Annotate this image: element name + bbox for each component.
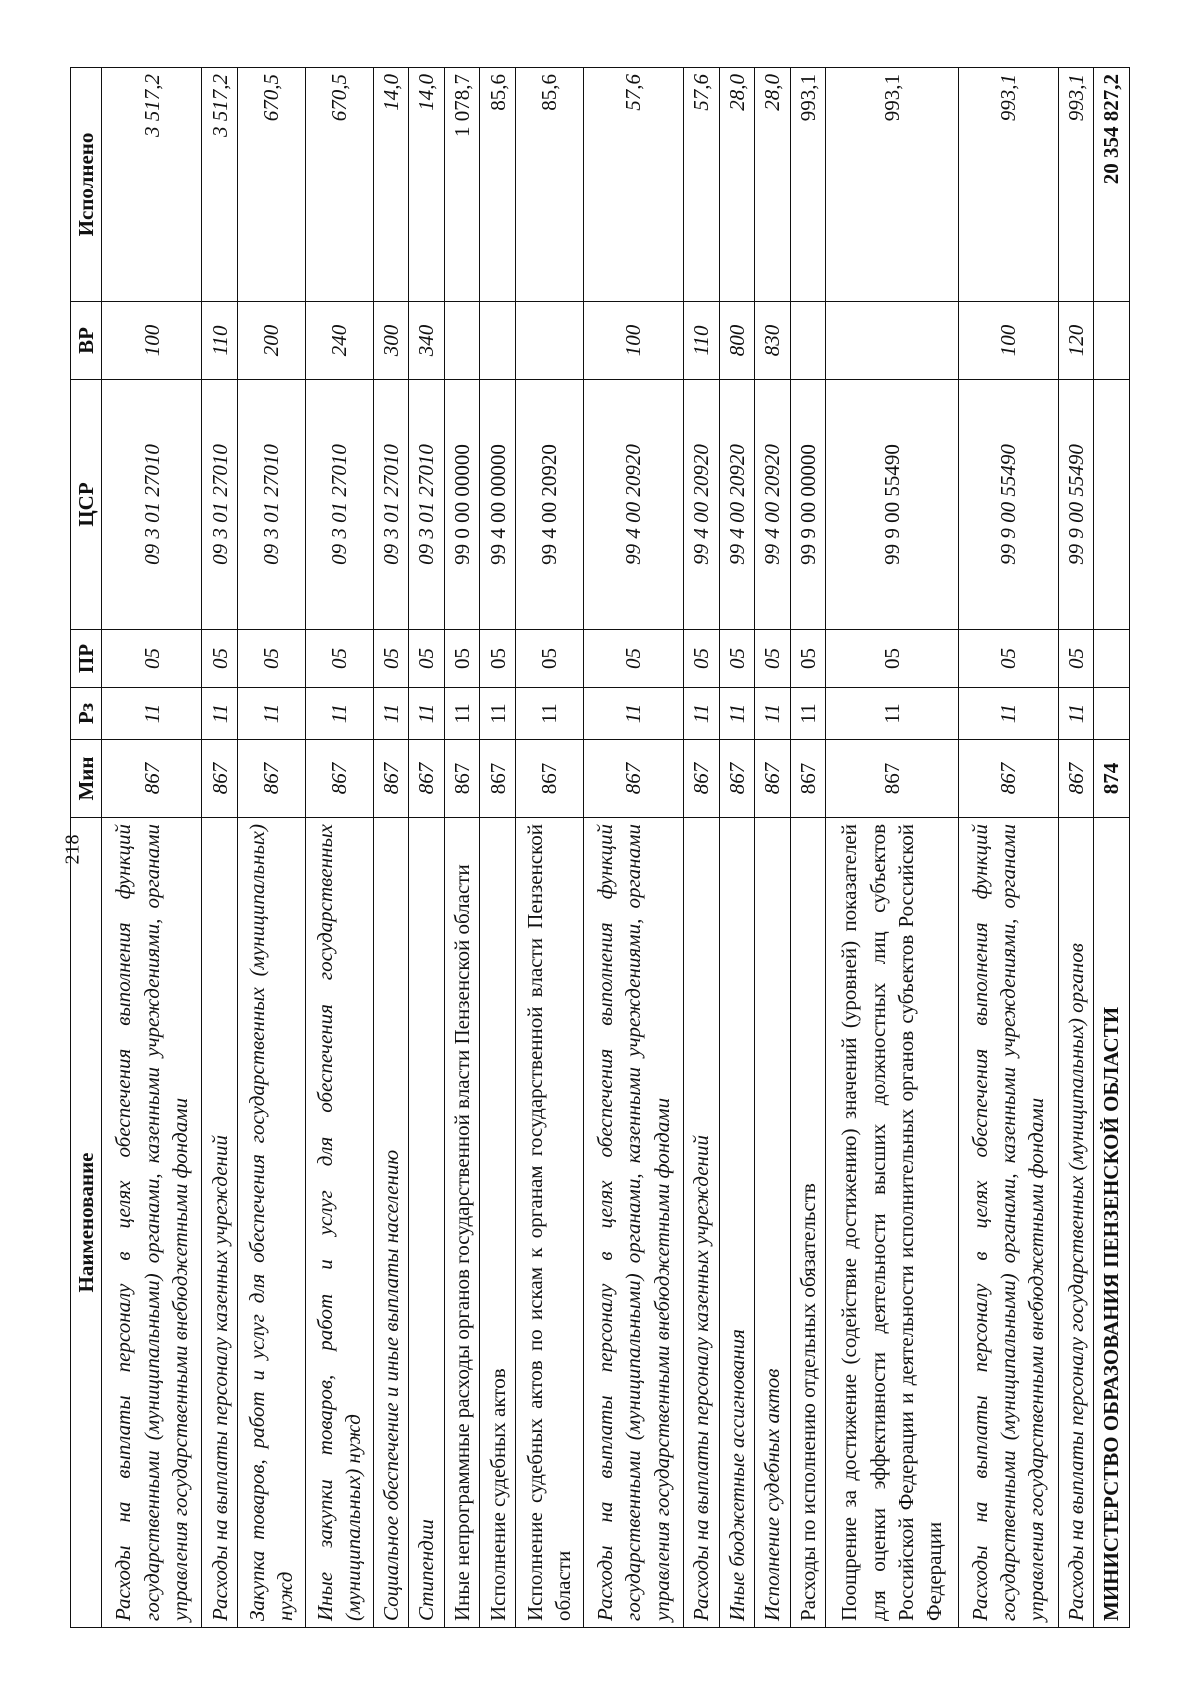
cell-pr: 05 <box>480 630 516 688</box>
cell-min: 867 <box>237 740 305 818</box>
cell-csr: 99 9 00 55490 <box>958 380 1058 630</box>
table-row <box>1094 68 1130 1628</box>
cell-pr: 05 <box>1058 630 1094 688</box>
cell-pr: 05 <box>444 630 480 688</box>
table-row <box>480 68 516 1628</box>
cell-name: Иные непрограммные расходы органов государственной власти Пензенской области <box>444 818 480 1628</box>
cell-pr: 05 <box>790 630 826 688</box>
cell-rz: 11 <box>683 688 719 740</box>
cell-csr: 09 3 01 27010 <box>237 380 305 630</box>
table-body <box>102 68 1130 1628</box>
cell-csr: 09 3 01 27010 <box>373 380 409 630</box>
cell-min: 867 <box>719 740 755 818</box>
table-row <box>958 68 1058 1628</box>
cell-amount: 28,0 <box>755 68 791 302</box>
cell-name: Стипендии <box>409 818 445 1628</box>
cell-amount: 3 517,2 <box>102 68 202 302</box>
cell-min: 867 <box>305 740 373 818</box>
cell-vr <box>516 302 584 380</box>
cell-name: Расходы на выплаты персоналу в целях обеспечения выполнения функций государственными (муниципальными) органами, казенными учреждениями, органами управления государственными внебюджетными фондами <box>583 818 683 1628</box>
cell-vr <box>826 302 958 380</box>
cell-pr: 05 <box>719 630 755 688</box>
table-row <box>237 68 305 1628</box>
cell-csr: 99 4 00 20920 <box>719 380 755 630</box>
table-row <box>102 68 202 1628</box>
cell-amount: 14,0 <box>409 68 445 302</box>
cell-csr: 99 4 00 20920 <box>683 380 719 630</box>
cell-vr: 100 <box>102 302 202 380</box>
cell-rz: 11 <box>719 688 755 740</box>
cell-csr: 99 9 00 55490 <box>1058 380 1094 630</box>
table-row <box>516 68 584 1628</box>
table-row <box>1058 68 1094 1628</box>
cell-pr: 05 <box>373 630 409 688</box>
cell-vr: 100 <box>958 302 1058 380</box>
cell-amount: 85,6 <box>480 68 516 302</box>
cell-vr: 200 <box>237 302 305 380</box>
table-row <box>202 68 238 1628</box>
cell-min: 867 <box>409 740 445 818</box>
cell-rz: 11 <box>790 688 826 740</box>
cell-pr: 05 <box>237 630 305 688</box>
cell-pr: 05 <box>102 630 202 688</box>
cell-pr: 05 <box>826 630 958 688</box>
cell-pr: 05 <box>755 630 791 688</box>
cell-vr: 100 <box>583 302 683 380</box>
cell-rz: 11 <box>237 688 305 740</box>
cell-name: Иные закупки товаров, работ и услуг для обеспечения государственных (муниципальных) нужд <box>305 818 373 1628</box>
cell-amount: 14,0 <box>373 68 409 302</box>
cell-min: 867 <box>958 740 1058 818</box>
header-amount: Исполнено <box>71 68 102 302</box>
table-row <box>305 68 373 1628</box>
header-pr: ПР <box>71 630 102 688</box>
cell-vr: 340 <box>409 302 445 380</box>
cell-csr: 99 9 00 00000 <box>790 380 826 630</box>
table-row <box>409 68 445 1628</box>
cell-vr: 800 <box>719 302 755 380</box>
cell-csr: 99 4 00 20920 <box>755 380 791 630</box>
cell-vr: 240 <box>305 302 373 380</box>
table-row <box>683 68 719 1628</box>
cell-name: Иные бюджетные ассигнования <box>719 818 755 1628</box>
cell-rz: 11 <box>516 688 584 740</box>
cell-name: Поощрение за достижение (содействие достижению) значений (уровней) показателей для оценки эффективности деятельности высших должностных лиц субъектов Российской Федерации и деятельности исполнительных органов субъектов Российской Федерации <box>826 818 958 1628</box>
cell-pr: 05 <box>305 630 373 688</box>
table-row <box>373 68 409 1628</box>
cell-rz: 11 <box>755 688 791 740</box>
cell-name: Расходы на выплаты персоналу казенных учреждений <box>202 818 238 1628</box>
header-name: Наименование <box>71 818 102 1628</box>
cell-rz: 11 <box>444 688 480 740</box>
cell-min: 874 <box>1094 740 1130 818</box>
cell-csr: 99 4 00 20920 <box>583 380 683 630</box>
header-min: Мин <box>71 740 102 818</box>
cell-amount: 993,1 <box>790 68 826 302</box>
cell-amount: 57,6 <box>583 68 683 302</box>
cell-min: 867 <box>202 740 238 818</box>
cell-pr <box>1094 630 1130 688</box>
cell-rz: 11 <box>409 688 445 740</box>
cell-amount: 1 078,7 <box>444 68 480 302</box>
cell-name: Расходы на выплаты персоналу в целях обеспечения выполнения функций государственными (муниципальными) органами, казенными учреждениями, органами управления государственными внебюджетными фондами <box>102 818 202 1628</box>
cell-rz: 11 <box>480 688 516 740</box>
table-row <box>719 68 755 1628</box>
cell-csr <box>1094 380 1130 630</box>
cell-pr: 05 <box>958 630 1058 688</box>
cell-amount: 670,5 <box>237 68 305 302</box>
cell-amount: 993,1 <box>958 68 1058 302</box>
header-vr: ВР <box>71 302 102 380</box>
cell-vr: 120 <box>1058 302 1094 380</box>
cell-min: 867 <box>755 740 791 818</box>
cell-min: 867 <box>516 740 584 818</box>
cell-amount: 85,6 <box>516 68 584 302</box>
cell-name: Закупка товаров, работ и услуг для обеспечения государственных (муниципальных) нужд <box>237 818 305 1628</box>
header-rz: Рз <box>71 688 102 740</box>
cell-pr: 05 <box>202 630 238 688</box>
budget-table <box>70 67 1130 1628</box>
cell-rz: 11 <box>958 688 1058 740</box>
table-row <box>826 68 958 1628</box>
cell-csr: 09 3 01 27010 <box>102 380 202 630</box>
cell-pr: 05 <box>409 630 445 688</box>
cell-amount: 57,6 <box>683 68 719 302</box>
cell-rz: 11 <box>1058 688 1094 740</box>
cell-rz <box>1094 688 1130 740</box>
cell-name: Исполнение судебных актов <box>480 818 516 1628</box>
cell-vr: 830 <box>755 302 791 380</box>
cell-rz: 11 <box>373 688 409 740</box>
cell-min: 867 <box>480 740 516 818</box>
cell-vr: 110 <box>683 302 719 380</box>
page-number: 218 <box>61 834 84 865</box>
cell-vr: 300 <box>373 302 409 380</box>
cell-amount: 993,1 <box>826 68 958 302</box>
cell-amount: 20 354 827,2 <box>1094 68 1130 302</box>
cell-min: 867 <box>683 740 719 818</box>
cell-pr: 05 <box>516 630 584 688</box>
cell-rz: 11 <box>826 688 958 740</box>
cell-vr: 110 <box>202 302 238 380</box>
table-row <box>583 68 683 1628</box>
cell-csr: 99 4 00 00000 <box>480 380 516 630</box>
cell-name: Расходы на выплаты персоналу государственных (муниципальных) органов <box>1058 818 1094 1628</box>
cell-rz: 11 <box>102 688 202 740</box>
cell-name: Расходы на выплаты персоналу казенных учреждений <box>683 818 719 1628</box>
rotated-table-container <box>70 68 1130 1628</box>
cell-rz: 11 <box>305 688 373 740</box>
cell-amount: 28,0 <box>719 68 755 302</box>
table-row <box>790 68 826 1628</box>
cell-min: 867 <box>373 740 409 818</box>
cell-vr <box>790 302 826 380</box>
cell-vr <box>1094 302 1130 380</box>
cell-amount: 993,1 <box>1058 68 1094 302</box>
cell-csr: 99 0 00 00000 <box>444 380 480 630</box>
cell-min: 867 <box>583 740 683 818</box>
cell-csr: 09 3 01 27010 <box>305 380 373 630</box>
cell-amount: 670,5 <box>305 68 373 302</box>
cell-name: Исполнение судебных актов по искам к органам государственной власти Пензенской области <box>516 818 584 1628</box>
cell-name: Расходы по исполнению отдельных обязательств <box>790 818 826 1628</box>
table-row <box>755 68 791 1628</box>
cell-min: 867 <box>102 740 202 818</box>
cell-rz: 11 <box>583 688 683 740</box>
cell-rz: 11 <box>202 688 238 740</box>
cell-vr <box>444 302 480 380</box>
cell-pr: 05 <box>583 630 683 688</box>
cell-name: Исполнение судебных актов <box>755 818 791 1628</box>
cell-min: 867 <box>826 740 958 818</box>
cell-csr: 09 3 01 27010 <box>202 380 238 630</box>
cell-vr <box>480 302 516 380</box>
cell-min: 867 <box>444 740 480 818</box>
cell-name: МИНИСТЕРСТВО ОБРАЗОВАНИЯ ПЕНЗЕНСКОЙ ОБЛАСТИ <box>1094 818 1130 1628</box>
cell-csr: 99 4 00 20920 <box>516 380 584 630</box>
cell-csr: 09 3 01 27010 <box>409 380 445 630</box>
cell-name: Расходы на выплаты персоналу в целях обеспечения выполнения функций государственными (муниципальными) органами, казенными учреждениями, органами управления государственными внебюджетными фондами <box>958 818 1058 1628</box>
cell-pr: 05 <box>683 630 719 688</box>
header-csr: ЦСР <box>71 380 102 630</box>
table-header-row <box>71 68 102 1628</box>
cell-amount: 3 517,2 <box>202 68 238 302</box>
cell-csr: 99 9 00 55490 <box>826 380 958 630</box>
cell-min: 867 <box>1058 740 1094 818</box>
cell-name: Социальное обеспечение и иные выплаты населению <box>373 818 409 1628</box>
table-row <box>444 68 480 1628</box>
cell-min: 867 <box>790 740 826 818</box>
